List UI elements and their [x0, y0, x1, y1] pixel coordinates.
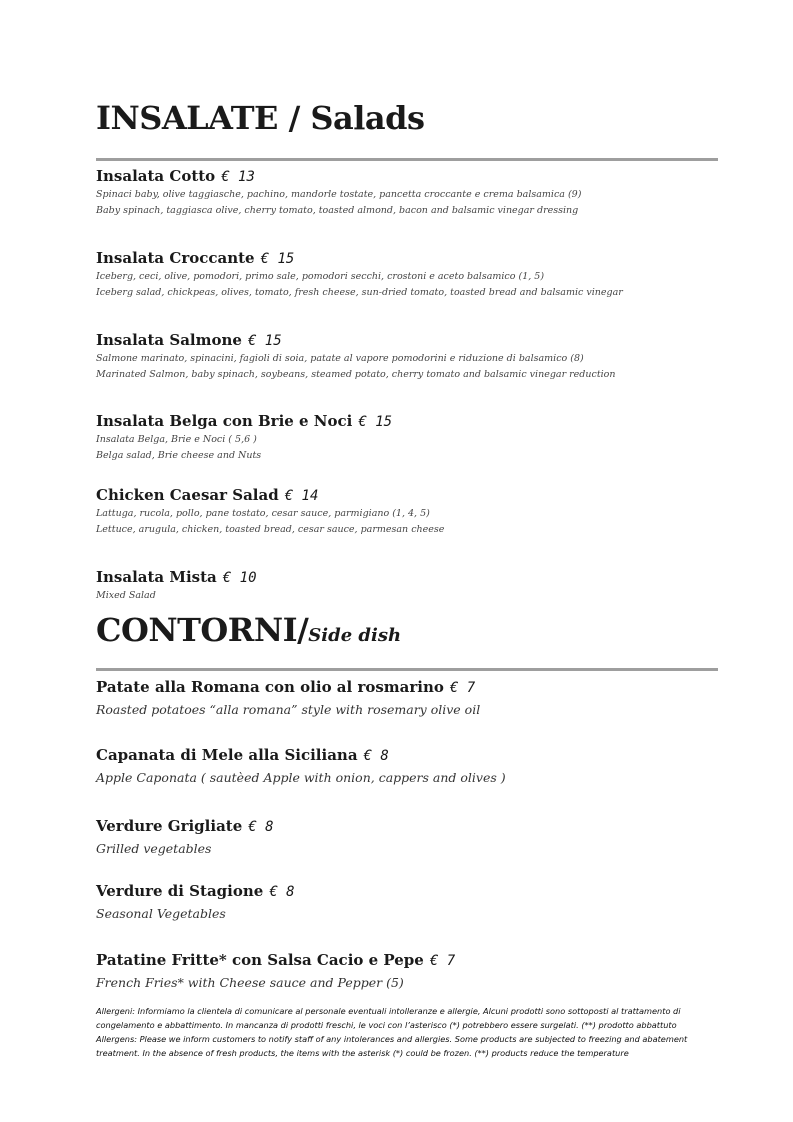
item-name: Patatine Fritte* con Salsa Cacio e Pepe: [96, 951, 424, 969]
item-price: € 7: [449, 680, 476, 696]
item-name: Verdure Grigliate: [96, 817, 243, 835]
item-name: Chicken Caesar Salad: [96, 486, 279, 504]
item-name: Insalata Cotto: [96, 167, 216, 185]
item-description-it: Salmone marinato, spinacini, fagioli di soia, patate al vapore pomodorini e riduzione di balsamico (8): [96, 353, 584, 364]
allergens-line: treatment. In the absence of fresh products, the items with the asterisk (*) could be frozen. (**) products reduce the temperature: [96, 1048, 629, 1058]
menu-item-insalata-mista: [96, 567, 718, 604]
sides-heading-main: CONTORNI/: [96, 611, 309, 649]
item-price: € 15: [260, 251, 295, 267]
item-description-en: Marinated Salmon, baby spinach, soybeans, steamed potato, cherry tomato and balsamic vinegar reduction: [96, 369, 616, 380]
menu-item-verdure-stagione: [96, 881, 718, 924]
menu-item-insalata-belga: [96, 411, 718, 464]
menu-item-verdure-grigliate: [96, 816, 718, 859]
allergens-notice: [96, 1004, 726, 1060]
item-description-it: Iceberg, ceci, olive, pomodori, primo sale, pomodori secchi, crostoni e aceto balsamico (1, 5): [96, 271, 545, 282]
menu-item-insalata-croccante: [96, 248, 718, 301]
item-price: € 7: [429, 953, 456, 969]
item-price: € 8: [248, 819, 274, 835]
menu-item-patate-romana: [96, 677, 718, 720]
item-description-en: Iceberg salad, chickpeas, olives, tomato, fresh cheese, sun-dried tomato, toasted bread and balsamic vinegar: [96, 287, 623, 298]
menu-item-insalata-cotto: [96, 166, 718, 219]
item-name: Insalata Belga con Brie e Noci: [96, 412, 353, 430]
item-description: Grilled vegetables: [96, 841, 212, 856]
item-description: Apple Caponata ( sautèed Apple with onion, cappers and olives ): [96, 770, 506, 785]
item-description-it: Lattuga, rucola, pollo, pane tostato, cesar sauce, parmigiano (1, 4, 5): [96, 508, 430, 519]
salads-divider: [96, 158, 718, 161]
sides-heading: [96, 611, 402, 649]
item-description: Roasted potatoes “alla romana” style with rosemary olive oil: [96, 702, 481, 717]
item-price: € 13: [221, 169, 255, 185]
item-description-it: Insalata Belga, Brie e Noci ( 5,6 ): [96, 434, 257, 445]
item-name: Insalata Salmone: [96, 331, 242, 349]
menu-item-insalata-salmone: [96, 330, 718, 383]
item-name: Patate alla Romana con olio al rosmarino: [96, 678, 444, 696]
allergens-line: Allergeni: Informiamo la clientela di comunicare al personale eventuali intolleranze e allergie, Alcuni prodotti sono sottoposti al trattamento di: [96, 1006, 681, 1016]
sides-divider: [96, 668, 718, 671]
item-description: French Fries* with Cheese sauce and Pepper (5): [96, 975, 404, 990]
item-name: Insalata Croccante: [96, 249, 255, 267]
item-price: € 10: [222, 570, 257, 586]
item-name: Insalata Mista: [96, 568, 217, 586]
allergens-line: Allergens: Please we inform customers to notify staff of any intolerances and allergies. Some products are subjected to freezing and abatement: [96, 1034, 688, 1044]
item-price: € 15: [247, 333, 282, 349]
salads-heading: INSALATE / Salads: [96, 99, 425, 137]
item-description: Seasonal Vegetables: [96, 906, 226, 921]
item-price: € 15: [358, 414, 393, 430]
item-name: Verdure di Stagione: [96, 882, 264, 900]
item-price: € 8: [269, 884, 295, 900]
sides-heading-sub: Side dish: [308, 625, 402, 646]
menu-item-patatine-fritte: [96, 950, 718, 993]
item-description-en: Mixed Salad: [96, 590, 156, 601]
menu-item-chicken-caesar: [96, 485, 718, 538]
item-description-en: Lettuce, arugula, chicken, toasted bread, cesar sauce, parmesan cheese: [96, 524, 445, 535]
menu-item-caponata-mele: [96, 745, 718, 788]
item-description-en: Belga salad, Brie cheese and Nuts: [96, 450, 262, 461]
item-price: € 14: [284, 488, 319, 504]
item-name: Capanata di Mele alla Siciliana: [96, 746, 358, 764]
item-description-en: Baby spinach, taggiasca olive, cherry tomato, toasted almond, bacon and balsamic vinegar dressing: [96, 205, 579, 216]
item-description-it: Spinaci baby, olive taggiasche, pachino, mandorle tostate, pancetta croccante e crema balsamica (9): [96, 189, 582, 200]
allergens-line: congelamento e abbattimento. In mancanza di prodotti freschi, le voci con l’asterisco (*) potrebbero essere surgelati. (**) prodotto abbattuto: [96, 1020, 677, 1030]
item-price: € 8: [363, 748, 389, 764]
